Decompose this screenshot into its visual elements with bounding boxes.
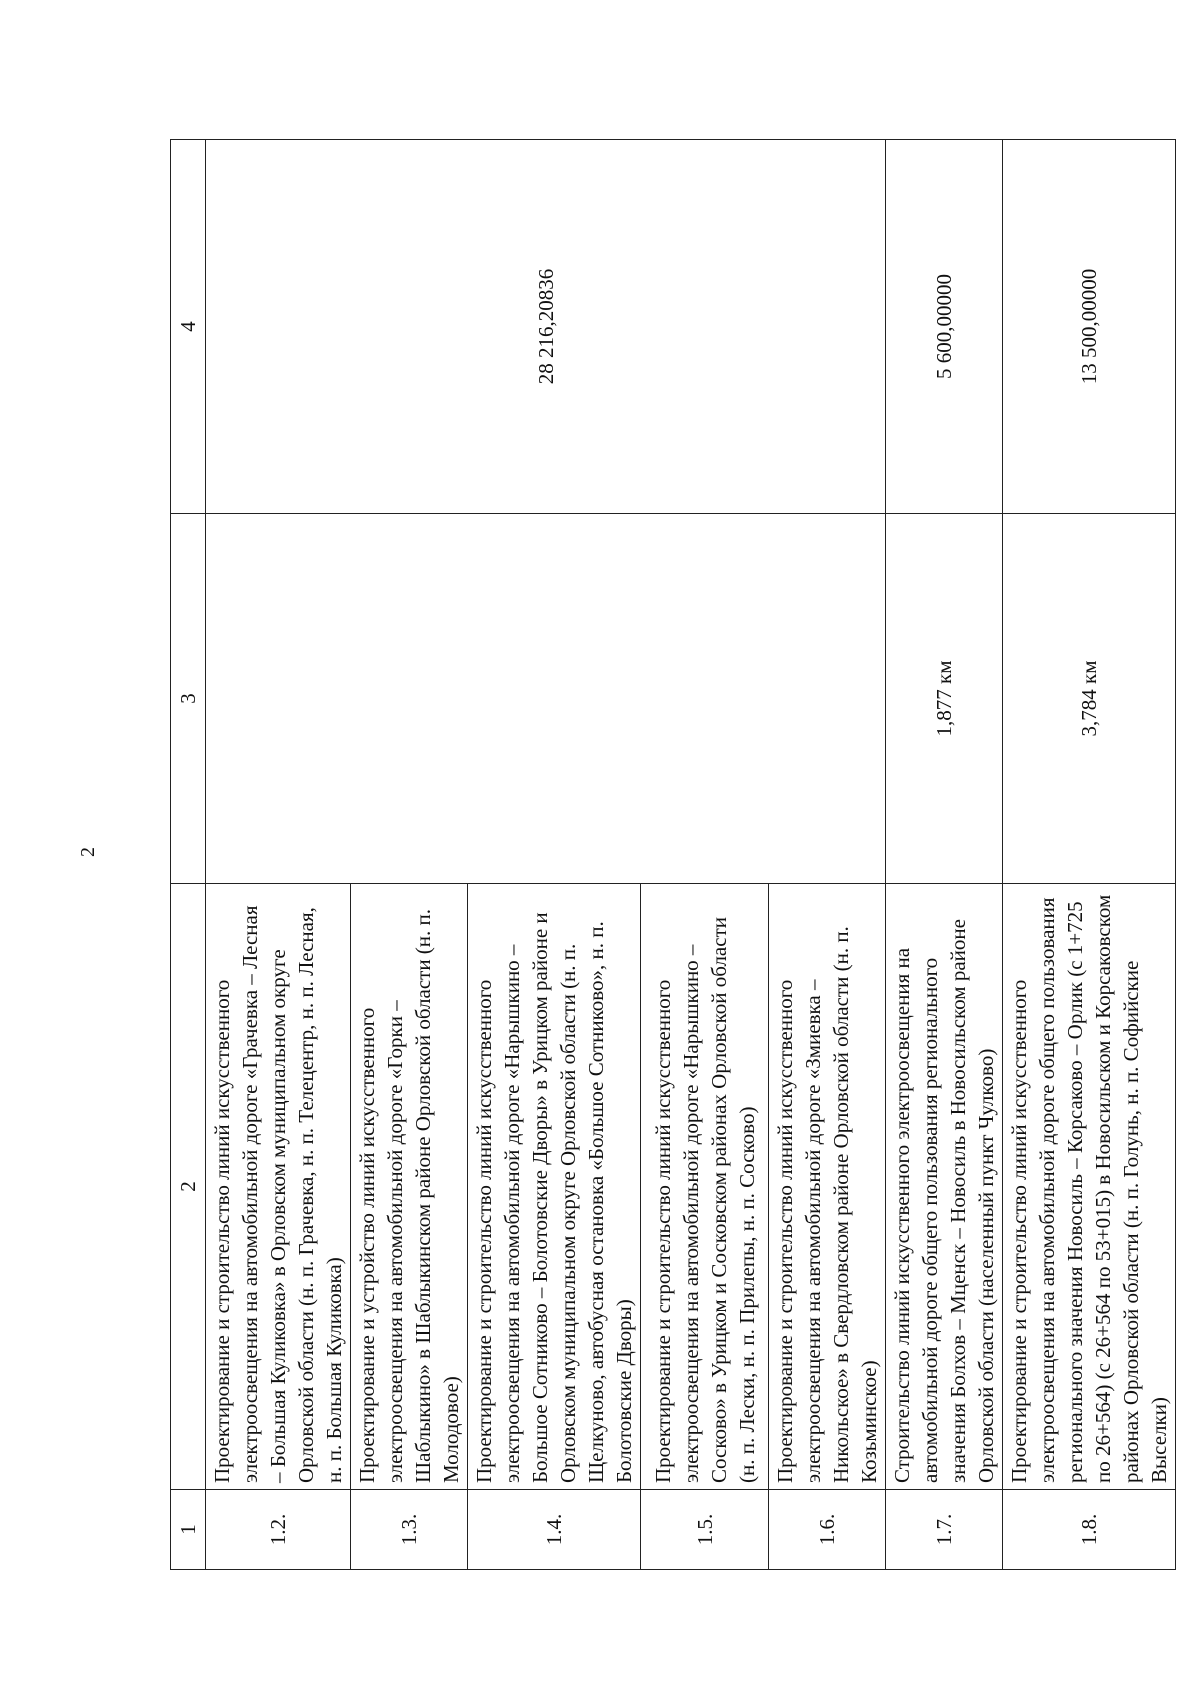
row-number: 1.2. (206, 1490, 351, 1570)
row-description: Проектирование и строительство линий искусственного электроосвещения на автомобильной дороге «Грачевка – Лесная – Большая Куликовка» в Орловском муниципальном округе Орловской области (н. п. Грачевка, н. п. Телецентр, н. п. Лесная, н. п. Большая Куликовка) (206, 884, 351, 1490)
header-col-1: 1 (171, 1490, 206, 1570)
table-header-row (171, 140, 206, 1570)
row-number: 1.8. (1003, 1490, 1176, 1570)
header-col-4: 4 (171, 140, 206, 514)
row-description: Проектирование и строительство линий искусственного электроосвещения на автомобильной дороге «Нарышкино – Сосково» в Урицком и Сосковском районах Орловской области (н. п. Лески, н. п. Прилепы, н. п. Сосково) (641, 884, 769, 1490)
row-number: 1.3. (351, 1490, 468, 1570)
row-description: Проектирование и строительство линий искусственного электроосвещения на автомобильной дороге «Змиевка – Никольское» в Свердловском районе Орловской области (н. п. Козьминское) (769, 884, 886, 1490)
table-row (1003, 140, 1176, 1570)
row-number: 1.7. (886, 1490, 1003, 1570)
row-length-merged (206, 514, 886, 884)
row-length: 1,877 км (886, 514, 1003, 884)
header-col-2: 2 (171, 884, 206, 1490)
row-cost: 13 500,00000 (1003, 140, 1176, 514)
row-number: 1.4. (468, 1490, 641, 1570)
row-number: 1.5. (641, 1490, 769, 1570)
row-description: Строительство линий искусственного электроосвещения на автомобильной дороге общего пользования регионального значения Болхов – Мценск – Новосиль в Новосильском районе Орловской области (населенный пункт Чулково) (886, 884, 1003, 1490)
works-table (170, 139, 1176, 1570)
row-description: Проектирование и устройство линий искусственного электроосвещения на автомобильной дороге «Горки – Шаблыкино» в Шаблыкинском районе Орловской области (н. п. Молодовое) (351, 884, 468, 1490)
page-number: 2 (77, 847, 99, 857)
header-col-3: 3 (171, 514, 206, 884)
table-row (206, 140, 351, 1570)
row-cost: 5 600,00000 (886, 140, 1003, 514)
table-row (886, 140, 1003, 1570)
rotated-table-wrapper (170, 140, 1171, 1570)
row-cost-merged: 28 216,20836 (206, 140, 886, 514)
row-description: Проектирование и строительство линий искусственного электроосвещения на автомобильной дороге общего пользования регионального значения Новосиль – Корсаково – Орлик (с 1+725 по 26+564) (с 26+564 по 53+015) в Новосильском и Корсаковском районах Орловской области (н. п. Голунь, н. п. Софийские Выселки) (1003, 884, 1176, 1490)
row-number: 1.6. (769, 1490, 886, 1570)
row-description: Проектирование и строительство линий искусственного электроосвещения на автомобильной дороге «Нарышкино – Большое Сотниково – Болотовские Дворы» в Урицком районе и Орловском муниципальном округе Орловской области (н. п. Щелкуново, автобусная остановка «Большое Сотниково», н. п. Болотовские Дворы) (468, 884, 641, 1490)
row-length: 3,784 км (1003, 514, 1176, 884)
